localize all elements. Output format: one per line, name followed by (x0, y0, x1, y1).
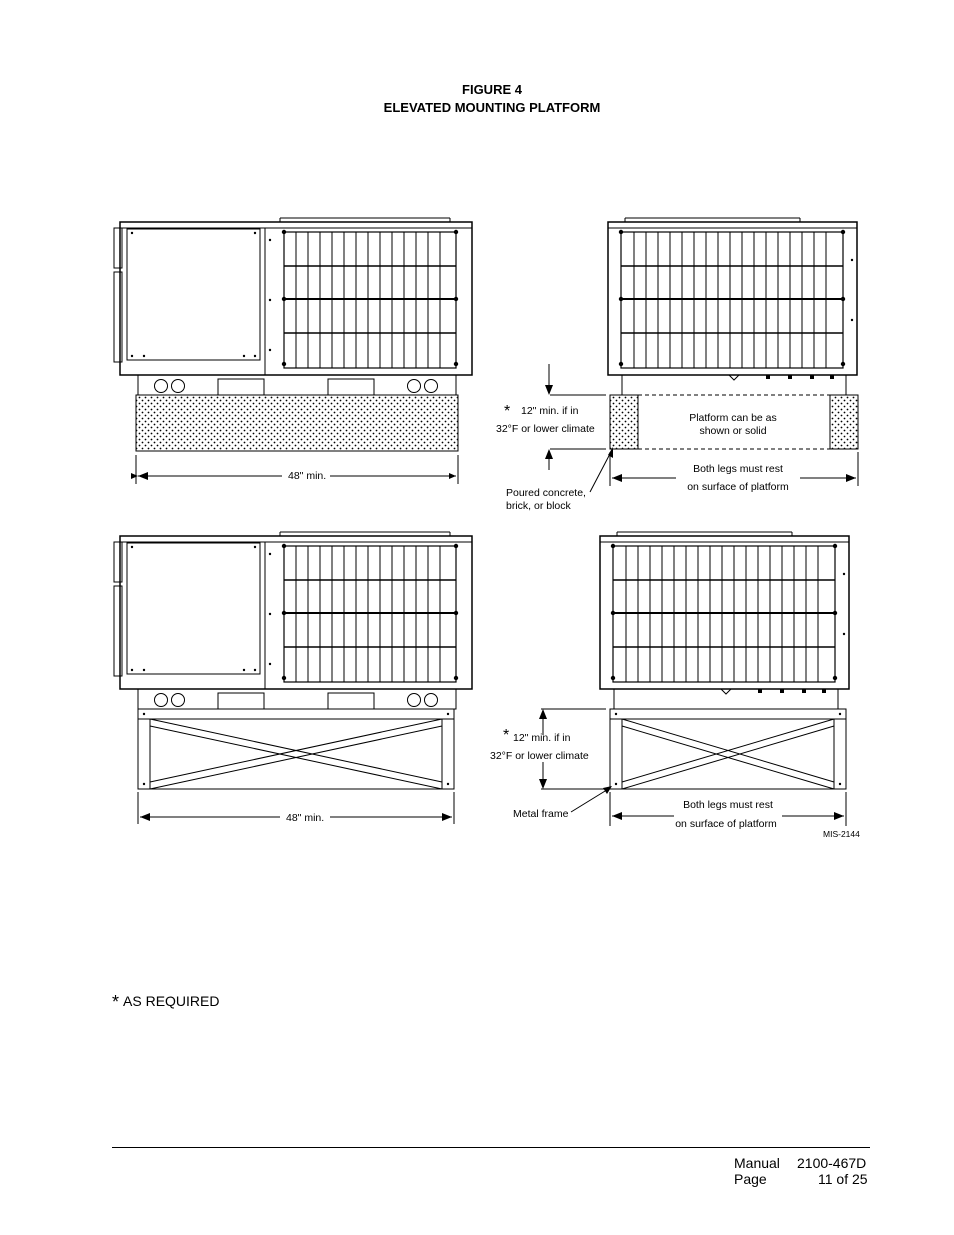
concrete-note-2: brick, or block (506, 500, 571, 512)
clearance-label-bottom-1: 12" min. if in (513, 732, 571, 744)
footer-manual-number: 2100-467D (797, 1155, 867, 1171)
concrete-pad-top-left (136, 395, 458, 451)
footer-page-label: Page (734, 1171, 767, 1187)
drawing-id: MIS-2144 (823, 829, 860, 839)
footnote-text: AS REQUIRED (123, 993, 220, 1009)
figure-title: ELEVATED MOUNTING PLATFORM (383, 100, 601, 115)
platform-note-2: shown or solid (699, 425, 767, 437)
clearance-label-top-2: 32°F or lower climate (496, 423, 595, 435)
coil-grille-bottom-left (284, 546, 456, 682)
clearance-label-bottom-2: 32°F or lower climate (490, 750, 589, 762)
asterisk-bottom: * (503, 727, 510, 744)
legs-note-bottom-2: on surface of platform (675, 818, 777, 830)
footer-rule (112, 1147, 870, 1148)
metal-frame-label: Metal frame (513, 808, 569, 820)
unit-side-view-bottom (114, 532, 472, 709)
unit-end-view-top (608, 218, 857, 395)
legs-note-top-1: Both legs must rest (693, 463, 783, 475)
width-label-bottom: 48" min. (286, 812, 325, 824)
platform-note-1: Platform can be as (689, 412, 777, 424)
legs-note-top-2: on surface of platform (687, 481, 789, 493)
legs-note-bottom-1: Both legs must rest (683, 799, 773, 811)
coil-grille-top-left (284, 232, 456, 368)
footnote-symbol: * (112, 992, 120, 1012)
metal-frame-bottom-right (610, 709, 846, 789)
asterisk-top: * (504, 403, 511, 420)
concrete-note-1: Poured concrete, (506, 487, 586, 499)
clearance-label-top-1: 12" min. if in (521, 405, 579, 417)
width-label-top: 48" min. (288, 470, 327, 482)
metal-frame-bottom-left (138, 709, 454, 789)
footnote (112, 990, 219, 1011)
coil-grille-top-right (621, 232, 843, 368)
footer-page-number: 11 of 25 (818, 1171, 868, 1187)
unit-end-view-bottom (600, 532, 849, 709)
coil-grille-bottom-right (613, 546, 835, 682)
figure-number: FIGURE 4 (462, 82, 522, 97)
footer-manual-label: Manual (734, 1155, 780, 1171)
unit-side-view-top (114, 218, 472, 395)
